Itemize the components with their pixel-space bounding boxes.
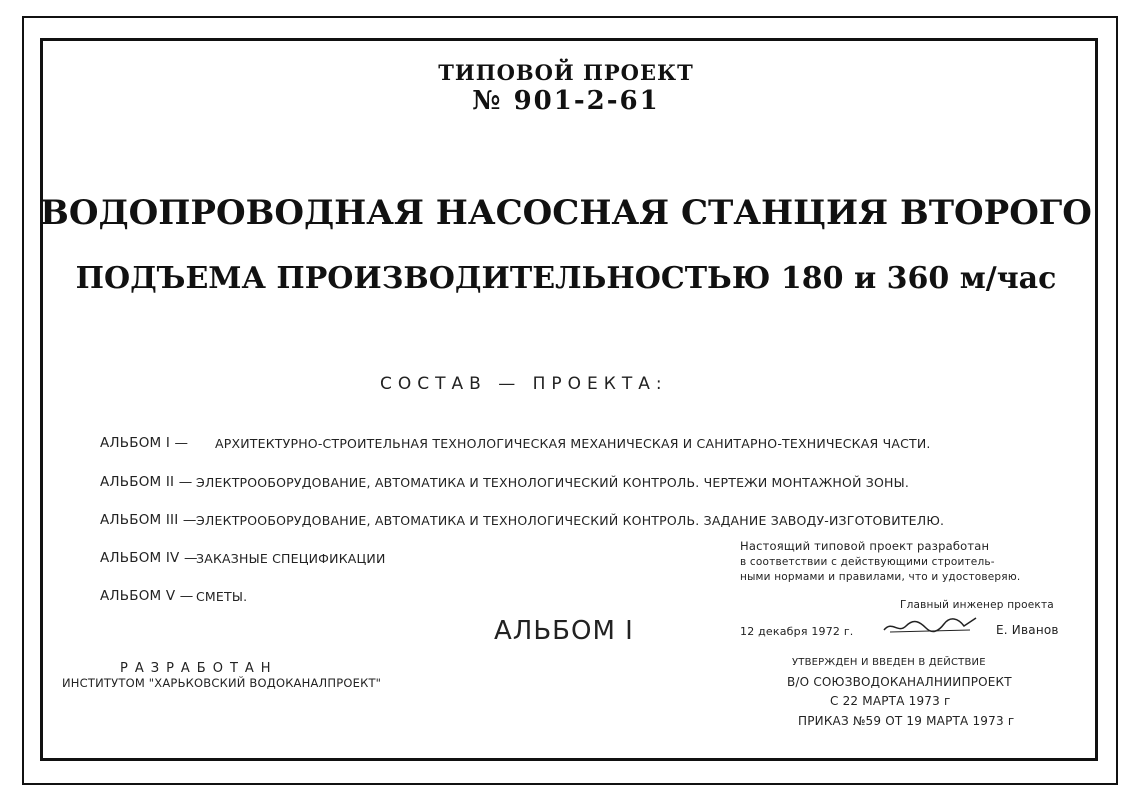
album-row-1-text: АРХИТЕКТУРНО-СТРОИТЕЛЬНАЯ ТЕХНОЛОГИЧЕСКАЯ МЕХАНИЧЕСКАЯ И САНИТАРНО-ТЕХНИЧЕСКАЯ ЧАСТИ. bbox=[215, 436, 931, 451]
approval-line-3: С 22 МАРТА 1973 г bbox=[830, 694, 951, 708]
album-row-2-text: ЭЛЕКТРООБОРУДОВАНИЕ, АВТОМАТИКА И ТЕХНОЛОГИЧЕСКИЙ КОНТРОЛЬ. ЧЕРТЕЖИ МОНТАЖНОЙ ЗОНЫ. bbox=[196, 475, 910, 490]
statement-line-3: ными нормами и правилами, что и удостоверяю. bbox=[740, 571, 1021, 583]
inner-frame bbox=[40, 38, 1098, 761]
album-row-4-text: ЗАКАЗНЫЕ СПЕЦИФИКАЦИИ bbox=[196, 551, 386, 566]
album-row-1-label: АЛЬБОМ I — bbox=[100, 435, 189, 451]
engineer-title: Главный инженер проекта bbox=[900, 599, 1054, 611]
approval-line-2: В/О СОЮЗВОДОКАНАЛНИИПРОЕКТ bbox=[787, 675, 1012, 689]
composition-heading: СОСТАВ — ПРОЕКТА: bbox=[380, 374, 668, 394]
engineer-date: 12 декабря 1972 г. bbox=[740, 625, 854, 638]
album-marker: АЛЬБОМ I bbox=[494, 616, 634, 646]
engineer-name: Е. Иванов bbox=[996, 623, 1059, 637]
album-row-5-label: АЛЬБОМ V — bbox=[100, 588, 194, 604]
album-row-4-label: АЛЬБОМ IV — bbox=[100, 550, 198, 566]
project-type-label: ТИПОВОЙ ПРОЕКТ bbox=[438, 60, 694, 85]
album-row-2-label: АЛЬБОМ II — bbox=[100, 474, 193, 490]
title-line-2: ПОДЪЕМА ПРОИЗВОДИТЕЛЬНОСТЬЮ 180 и 360 м/час bbox=[75, 261, 1057, 296]
title-line-1: ВОДОПРОВОДНАЯ НАСОСНАЯ СТАНЦИЯ ВТОРОГО bbox=[40, 193, 1092, 233]
approval-line-1: УТВЕРЖДЕН И ВВЕДЕН В ДЕЙСТВИЕ bbox=[792, 657, 986, 668]
statement-line-1: Настоящий типовой проект разработан bbox=[740, 539, 990, 553]
album-row-3-text: ЭЛЕКТРООБОРУДОВАНИЕ, АВТОМАТИКА И ТЕХНОЛОГИЧЕСКИЙ КОНТРОЛЬ. ЗАДАНИЕ ЗАВОДУ-ИЗГОТОВИТЕЛЮ. bbox=[196, 513, 945, 528]
album-row-5-text: СМЕТЫ. bbox=[196, 589, 248, 604]
album-row-3-label: АЛЬБОМ III — bbox=[100, 512, 197, 528]
engineer-signature bbox=[880, 612, 980, 638]
approval-line-4: ПРИКАЗ №59 ОТ 19 МАРТА 1973 г bbox=[798, 714, 1015, 728]
project-number: № 901-2-61 bbox=[472, 86, 660, 116]
developer-institute: ИНСТИТУТОМ "ХАРЬКОВСКИЙ ВОДОКАНАЛПРОЕКТ" bbox=[62, 676, 382, 690]
statement-line-2: в соответствии с действующими строитель- bbox=[740, 556, 995, 568]
developer-label: РАЗРАБОТАН bbox=[120, 661, 278, 676]
